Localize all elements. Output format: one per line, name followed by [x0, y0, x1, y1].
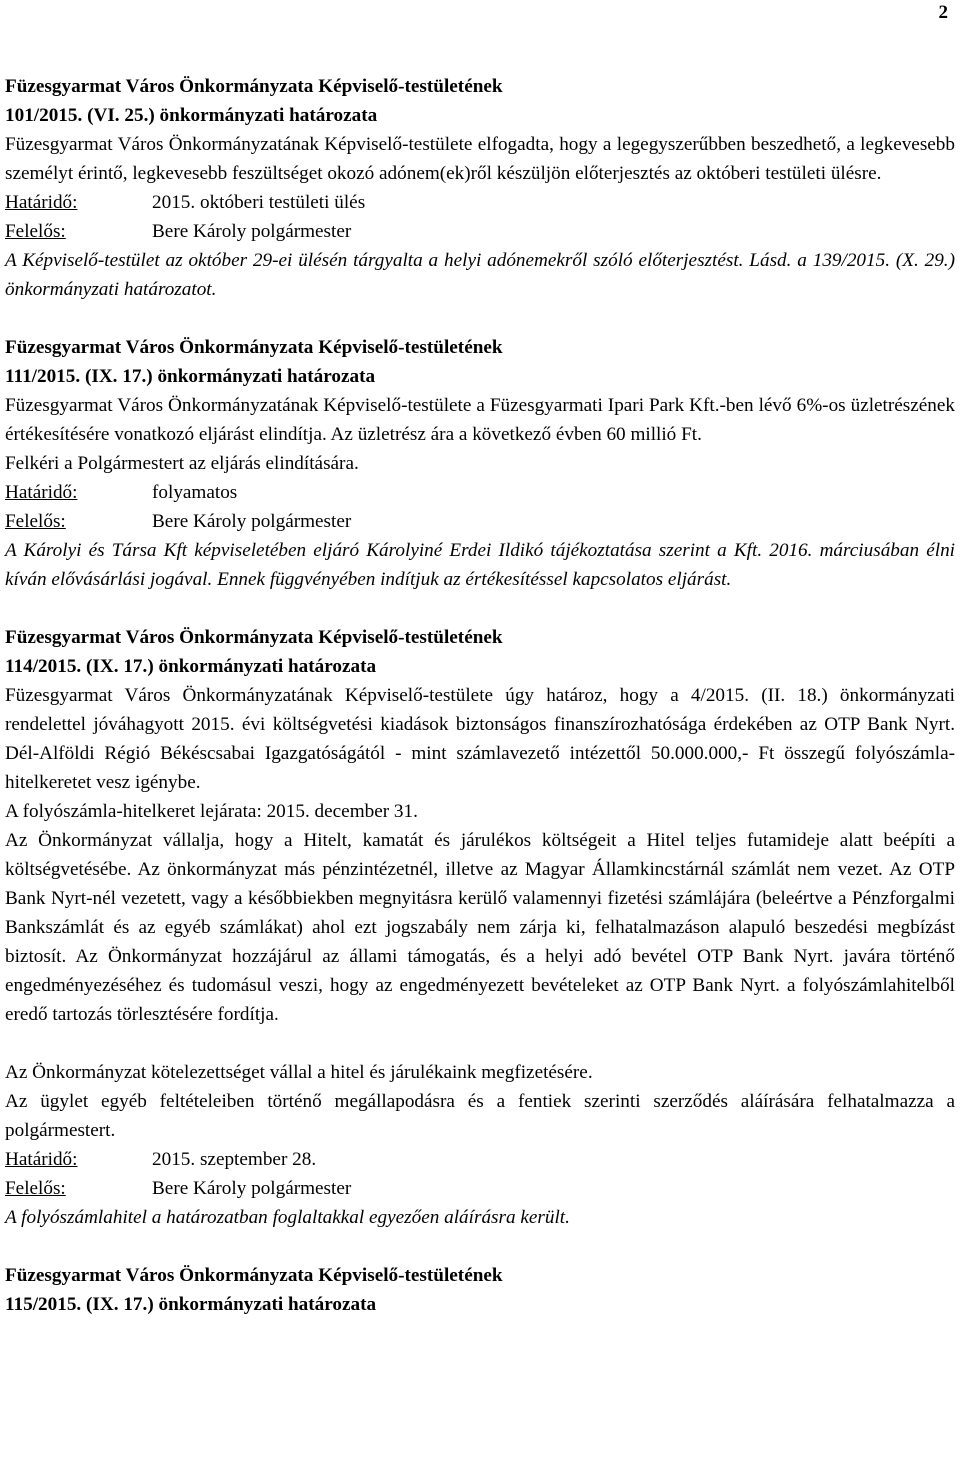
resolution-number: 114/2015. (IX. 17.) önkormányzati határozata [5, 656, 377, 677]
resolution-text: Az Önkormányzat vállalja, hogy a Hitelt, kamatát és járulékos költségeit a Hitel teljes futamideje alatt beépíti a költségvetésébe. Az önkormányzat más pénzintézetnél, illetve az Magyar Államkincstárnál számlát nem vezet. Az OTP Bank Nyrt-nél vezetett, vagy a későbbiekben megnyitásra kerülő valamennyi fizetési számlájára (beleértve a Pénzforgalmi Bankszámlát és az egyéb számlákat) ahol ezt jogszabály nem zárja ki, felhatalmazáson alapuló beszedési megbízást biztosít. Az Önkormányzat hozzájárul az állami támogatás, és a helyi adó bevétel OTP Bank Nyrt. javára történő engedményezéséhez és tudomásul veszi, hogy az engedményezett bevételeket az OTP Bank Nyrt. a folyószámlahitelből eredő tartozás törlesztésére fordítja. [5, 830, 955, 1025]
responsible-label: Felelős: [5, 511, 66, 532]
resolution-115 [5, 1261, 955, 1319]
deadline-label: Határidő: [5, 1149, 78, 1170]
resolution-number: 101/2015. (VI. 25.) önkormányzati határozata [5, 105, 378, 126]
responsible-label: Felelős: [5, 221, 66, 242]
page-number: 2 [938, 2, 948, 23]
resolution-number: 115/2015. (IX. 17.) önkormányzati határozata [5, 1294, 377, 1315]
deadline-label: Határidő: [5, 192, 78, 213]
resolution-101 [5, 72, 955, 304]
resolution-114 [5, 623, 955, 1232]
resolution-heading: Füzesgyarmat Város Önkormányzata Képviselő-testületének [5, 627, 503, 648]
resolution-heading: Füzesgyarmat Város Önkormányzata Képviselő-testületének [5, 337, 503, 358]
resolution-text: Az ügylet egyéb feltételeiben történő megállapodásra és a fentiek szerinti szerződés aláírására felhatalmazza a polgármestert. [5, 1091, 955, 1141]
resolution-text: Füzesgyarmat Város Önkormányzatának Képviselő-testülete a Füzesgyarmati Ipari Park Kft.-ben lévő 6%-os üzletrészének értékesítésére vonatkozó eljárást elindítja. Az üzletrész ára a következő évben 60 millió Ft. [5, 395, 955, 445]
resolution-text: Az Önkormányzat kötelezettséget vállal a hitel és járulékaink megfizetésére. [5, 1062, 593, 1083]
deadline-value: folyamatos [152, 482, 238, 503]
deadline-value: 2015. szeptember 28. [152, 1149, 317, 1170]
status-note: A Képviselő-testület az október 29-ei ülésén tárgyalta a helyi adónemekről szóló előterjesztést. Lásd. a 139/2015. (X. 29.) önkormányzati határozatot. [5, 250, 955, 300]
deadline-row [5, 188, 955, 217]
resolution-heading: Füzesgyarmat Város Önkormányzata Képviselő-testületének [5, 1265, 503, 1286]
resolution-text: Füzesgyarmat Város Önkormányzatának Képviselő-testülete elfogadta, hogy a legegyszerűbben beszedhető, a legkevesebb személyt érintő, legkevesebb feszültséget okozó adónem(ek)ről készüljön előterjesztés az októberi testületi ülésre. [5, 134, 955, 184]
resolution-text: Felkéri a Polgármestert az eljárás elindítására. [5, 453, 359, 474]
document-body [5, 72, 955, 1319]
responsible-row [5, 217, 955, 246]
responsible-value: Bere Károly polgármester [152, 221, 352, 242]
responsible-label: Felelős: [5, 1178, 66, 1199]
responsible-value: Bere Károly polgármester [152, 1178, 352, 1199]
resolution-text: A folyószámla-hitelkeret lejárata: 2015. december 31. [5, 801, 418, 822]
deadline-label: Határidő: [5, 482, 78, 503]
deadline-value: 2015. októberi testületi ülés [152, 192, 366, 213]
deadline-row [5, 1145, 955, 1174]
responsible-value: Bere Károly polgármester [152, 511, 352, 532]
resolution-text: Füzesgyarmat Város Önkormányzatának Képviselő-testülete úgy határoz, hogy a 4/2015. (II. 18.) önkormányzati rendelettel jóváhagyott 2015. évi költségvetési kiadások biztonságos finanszírozhatósága érdekében az OTP Bank Nyrt. Dél-Alföldi Régió Békéscsabai Igazgatóságától - mint számlavezető intézettől 50.000.000,- Ft összegű folyószámla-hitelkeretet vesz igénybe. [5, 685, 955, 793]
resolution-number: 111/2015. (IX. 17.) önkormányzati határozata [5, 366, 376, 387]
deadline-row [5, 478, 955, 507]
resolution-heading: Füzesgyarmat Város Önkormányzata Képviselő-testületének [5, 76, 503, 97]
status-note: A folyószámlahitel a határozatban foglaltakkal egyezően aláírásra került. [5, 1207, 570, 1228]
status-note: A Károlyi és Társa Kft képviseletében eljáró Károlyiné Erdei Ildikó tájékoztatása szerint a Kft. 2016. márciusában élni kíván elővásárlási jogával. Ennek függvényében indítjuk az értékesítéssel kapcsolatos eljárást. [5, 540, 955, 590]
resolution-111 [5, 333, 955, 594]
responsible-row [5, 507, 955, 536]
responsible-row [5, 1174, 955, 1203]
